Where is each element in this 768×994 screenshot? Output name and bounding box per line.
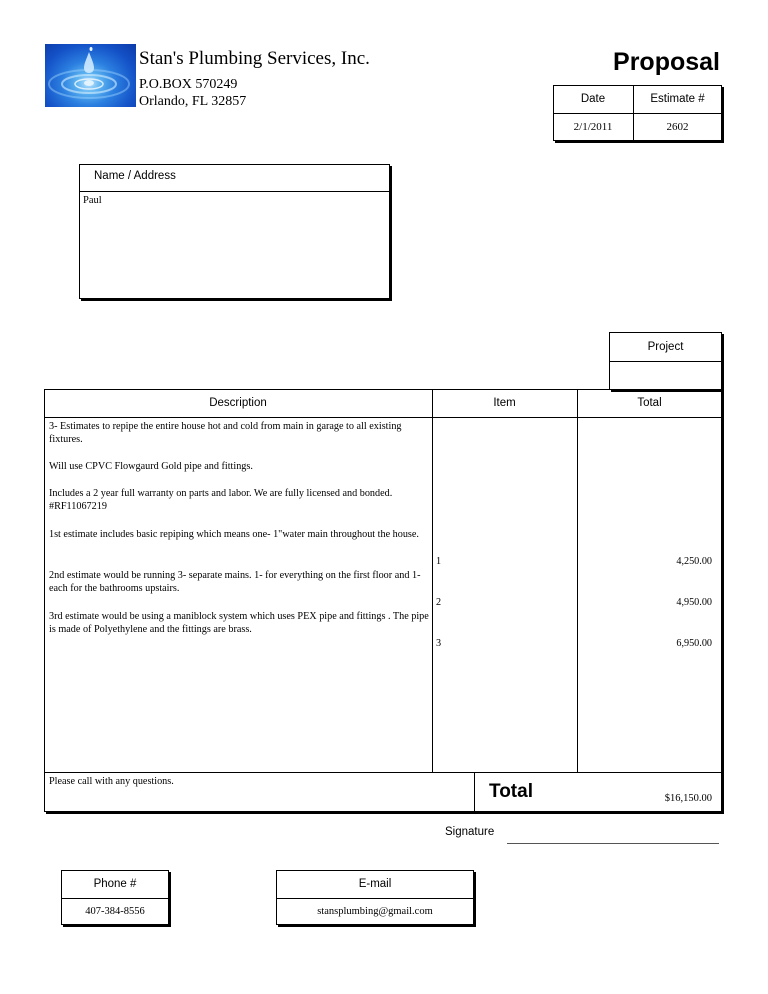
item-total: 4,950.00: [676, 597, 712, 608]
project-label: Project: [647, 340, 684, 353]
item-header: Item: [493, 397, 516, 409]
item-number: 3: [436, 638, 442, 649]
item-number: 1: [436, 556, 442, 567]
description-header: Description: [209, 397, 267, 409]
company-logo: [45, 44, 136, 107]
description-paragraph: 2nd estimate would be running 3- separate mains. 1- for everything on the first floor and 1- each for the bathrooms upstairs.: [49, 570, 421, 595]
total-header: Total: [637, 397, 662, 409]
document-title: Proposal: [613, 48, 720, 76]
grand-total-label: Total: [489, 781, 533, 802]
signature-line: [507, 843, 719, 844]
company-address-line1: P.O.BOX 570249: [139, 77, 238, 92]
item-total: 4,250.00: [676, 556, 712, 567]
email-value: stansplumbing@gmail.com: [317, 906, 433, 917]
estimate-number-label: Estimate #: [650, 93, 705, 105]
name-address-box: [79, 164, 390, 299]
date-value: 2/1/2011: [573, 121, 613, 133]
company-address-line2: Orlando, FL 32857: [139, 94, 247, 109]
name-address-label: Name / Address: [94, 170, 176, 182]
estimate-number-value: 2602: [666, 121, 689, 133]
date-label: Date: [580, 93, 606, 105]
phone-label: Phone #: [93, 878, 137, 890]
description-paragraph: Includes a 2 year full warranty on parts and labor. We are fully licensed and bonded. #RF11067219: [49, 488, 393, 513]
grand-total-value: $16,150.00: [664, 793, 712, 804]
description-paragraph: 3rd estimate would be using a maniblock system which uses PEX pipe and fittings . The pipe is made of Polyethylene and the fittings are brass.: [49, 611, 429, 636]
description-paragraph: 3- Estimates to repipe the entire house hot and cold from main in garage to all existing fixtures.: [49, 421, 402, 446]
description-paragraph: Will use CPVC Flowgaurd Gold pipe and fittings.: [49, 461, 253, 472]
description-paragraph: 1st estimate includes basic repiping which means one- 1"water main throughout the house.: [49, 529, 419, 540]
project-value: [609, 361, 722, 390]
company-name: Stan's Plumbing Services, Inc.: [139, 48, 370, 69]
water-drop-icon: [45, 44, 136, 107]
item-number: 2: [436, 597, 442, 608]
signature-label: Signature: [445, 826, 495, 838]
phone-value: 407-384-8556: [85, 906, 145, 917]
email-label: E-mail: [358, 878, 392, 890]
customer-name: Paul: [83, 195, 102, 206]
footer-note: Please call with any questions.: [49, 776, 174, 787]
item-total: 6,950.00: [676, 638, 712, 649]
